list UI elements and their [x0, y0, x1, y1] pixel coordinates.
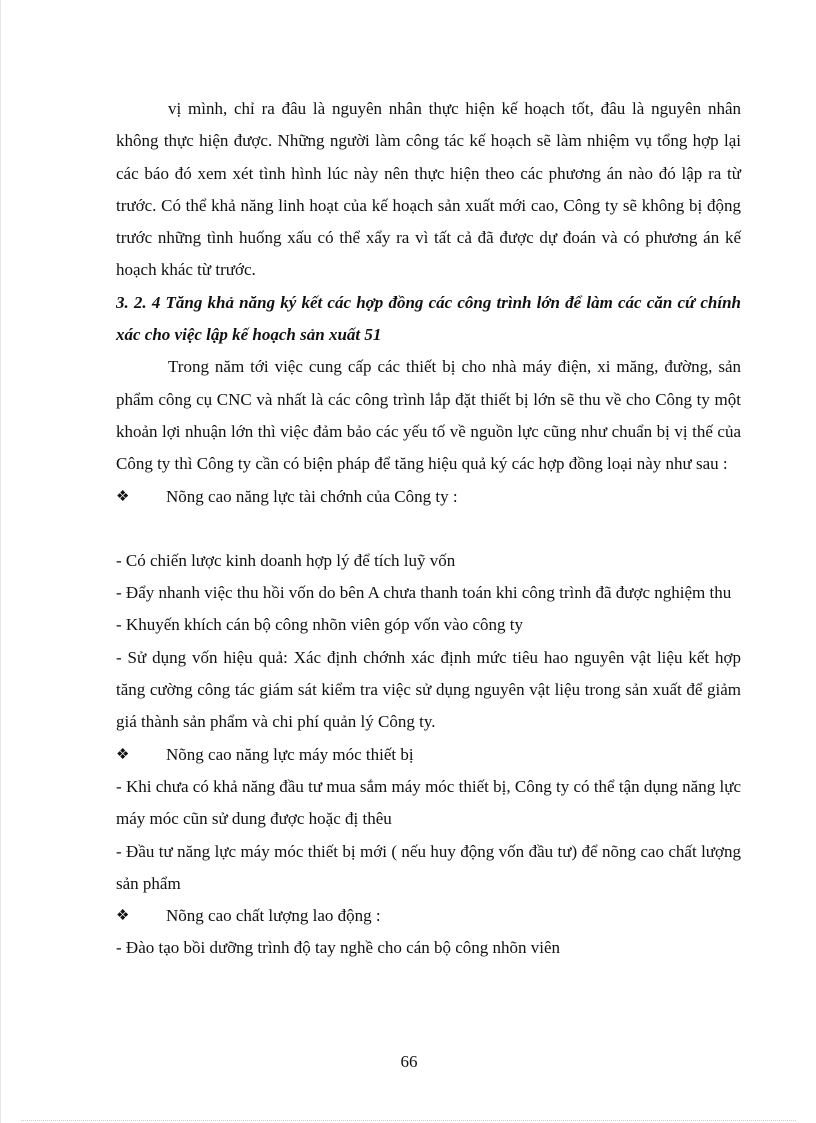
bullet-item	[116, 481, 741, 513]
diamond-bullet-icon: ❖	[116, 908, 130, 925]
bullet-text: Nõng cao năng lực tài chớnh của Công ty :	[166, 486, 458, 506]
list-item: - Có chiến lược kinh doanh hợp lý để tích luỹ vốn	[116, 550, 456, 570]
list-item: - Khuyến khích cán bộ công nhõn viên góp vốn vào công ty	[116, 615, 523, 635]
list-item: - Đào tạo bồi dưỡng trình độ tay nghề cho cán bộ công nhõn viên	[116, 938, 561, 958]
diamond-bullet-icon: ❖	[116, 488, 130, 505]
paragraph: Trong năm tới việc cung cấp các thiết bị cho nhà máy điện, xi măng, đường, sản phẩm công cụ CNC và nhất là các công trình lắp đặt thiết bị lớn sẽ thu về cho Công ty một khoản lợi nhuận lớn thì việc đảm bảo các yếu tố về nguồn lực cũng như chuẩn bị vị thế của Công ty thì Công ty cần có biện pháp để tăng hiệu quả ký các hợp đồng loại này như sau :	[116, 357, 741, 474]
list-item: - Khi chưa có khả năng đầu tư mua sắm máy móc thiết bị, Công ty có thể tận dụng năng lực máy móc cũn sử dung được hoặc đị thêu	[116, 776, 741, 829]
bullet-item	[116, 900, 741, 932]
bullet-text: Nõng cao năng lực máy móc thiết bị	[166, 744, 414, 764]
list-item: - Đẩy nhanh việc thu hồi vốn do bên A chưa thanh toán khi công trình đã được nghiệm thu	[116, 583, 732, 603]
section-heading: 3. 2. 4 Tăng khả năng ký kết các hợp đồng các công trình lớn để làm các căn cứ chính xác cho việc lập kế hoạch sản xuất 51	[116, 292, 741, 345]
diamond-bullet-icon: ❖	[116, 746, 130, 763]
paragraph: vị mình, chỉ ra đâu là nguyên nhân thực hiện kế hoạch tốt, đâu là nguyên nhân không thực hiện được. Những người làm công tác kế hoạch sẽ làm nhiệm vụ tổng hợp lại các báo đó xem xét tình hình lúc này nên thực hiện theo các phương án nào đó lập ra từ trước. Có thể khả năng linh hoạt của kế hoạch sản xuất mới cao, Công ty sẽ không bị động trước những tình huống xấu có thể xẩy ra vì tất cả đã được dự đoán và có phương án kế hoạch khác từ trước.	[116, 99, 741, 280]
footer-divider	[21, 1120, 796, 1121]
bullet-text: Nõng cao chất lượng lao động :	[166, 906, 381, 926]
blank-line	[116, 513, 741, 545]
page-content	[116, 93, 741, 965]
page-number: 66	[400, 1052, 418, 1071]
list-item: - Đầu tư năng lực máy móc thiết bị mới ( nếu huy động vốn đầu tư) để nõng cao chất lượng sản phẩm	[116, 841, 741, 893]
list-item: - Sử dụng vốn hiệu quả: Xác định chớnh xác định mức tiêu hao nguyên vật liệu kết hợp tăng cường công tác giám sát kiểm tra việc sử dụng nguyên vật liệu trong sản xuất để giảm giá thành sản phẩm và chi phí quản lý Công ty.	[116, 647, 741, 732]
bullet-item	[116, 739, 741, 771]
